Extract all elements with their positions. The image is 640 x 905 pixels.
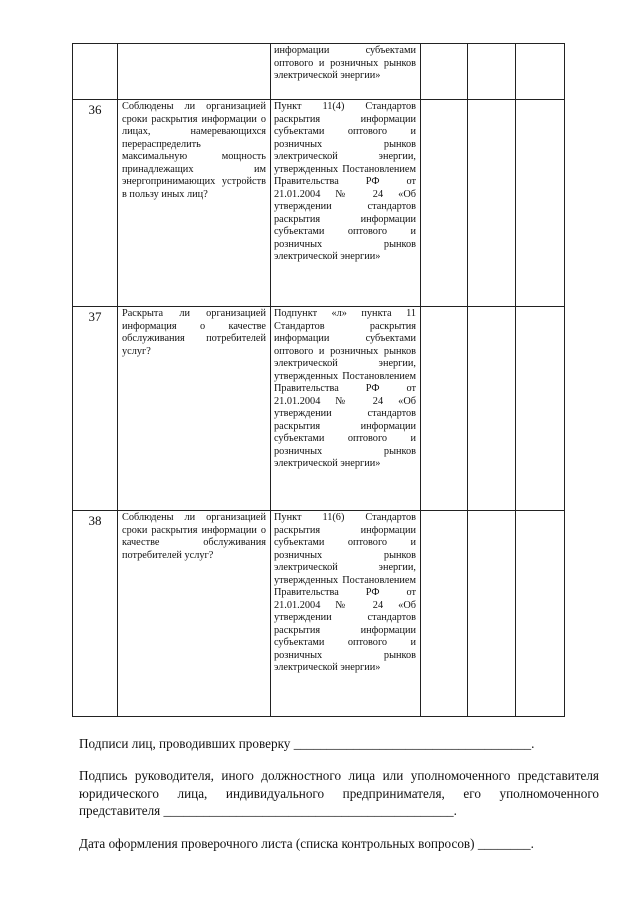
answer-cell-yes[interactable]	[421, 511, 468, 717]
row-reference: Пункт 11(4) Стандартов раскрытия информации субъектами оптового и розничных рынков электрической энергии, утвержденных Постановлением Правительства РФ от 21.01.2004 № 24 «Об утверждении стандартов раскрытия информации субъектами оптового и розничных рынков электрической энергии»	[271, 100, 421, 307]
answer-cell-na[interactable]	[516, 44, 565, 100]
row-reference: Подпункт «л» пункта 11 Стандартов раскрытия информации субъектами оптового и розничных рынков электрической энергии, утвержденных Постановлением Правительства РФ от 21.01.2004 № 24 «Об утверждении стандартов раскрытия информации субъектами оптового и розничных рынков электрической энергии»	[271, 307, 421, 511]
row-question: Соблюдены ли организацией сроки раскрытия информации о качестве обслуживания потребителей услуг?	[118, 511, 271, 717]
answer-cell-na[interactable]	[516, 307, 565, 511]
row-number: 38	[73, 511, 118, 717]
answer-cell-no[interactable]	[468, 307, 516, 511]
table-row	[73, 100, 565, 307]
answer-cell-yes[interactable]	[421, 307, 468, 511]
inspectors-signature-line[interactable]: Подписи лиц, проводивших проверку ____________________________________.	[79, 736, 535, 751]
answer-cell-na[interactable]	[516, 100, 565, 307]
row-question: Раскрыта ли организацией информация о качестве обслуживания потребителей услуг?	[118, 307, 271, 511]
table-row	[73, 44, 565, 100]
answer-cell-yes[interactable]	[421, 44, 468, 100]
row-number: 37	[73, 307, 118, 511]
row-question	[118, 44, 271, 100]
row-reference: Пункт 11(6) Стандартов раскрытия информации субъектами оптового и розничных рынков электрической энергии, утвержденных Постановлением Правительства РФ от 21.01.2004 № 24 «Об утверждении стандартов раскрытия информации субъектами оптового и розничных рынков электрической энергии»	[271, 511, 421, 717]
date-line[interactable]: Дата оформления проверочного листа (списка контрольных вопросов) ________.	[79, 836, 534, 851]
answer-cell-no[interactable]	[468, 44, 516, 100]
table-row	[73, 307, 565, 511]
checklist-table	[72, 43, 565, 717]
answer-cell-na[interactable]	[516, 511, 565, 717]
answer-cell-yes[interactable]	[421, 100, 468, 307]
row-reference: информации субъектами оптового и розничных рынков электрической энергии»	[271, 44, 421, 100]
answer-cell-no[interactable]	[468, 100, 516, 307]
row-number: 36	[73, 100, 118, 307]
table-row	[73, 511, 565, 717]
row-number	[73, 44, 118, 100]
answer-cell-no[interactable]	[468, 511, 516, 717]
row-question: Соблюдены ли организацией сроки раскрытия информации о лицах, намеревающихся перераспределить максимальную мощность принадлежащих им энергопринимающих устройств в пользу иных лиц?	[118, 100, 271, 307]
head-signature-line[interactable]: Подпись руководителя, иного должностного лица или уполномоченного представителя юридического лица, индивидуального предпринимателя, его уполномоченного представителя ____________________________________________.	[79, 768, 599, 818]
